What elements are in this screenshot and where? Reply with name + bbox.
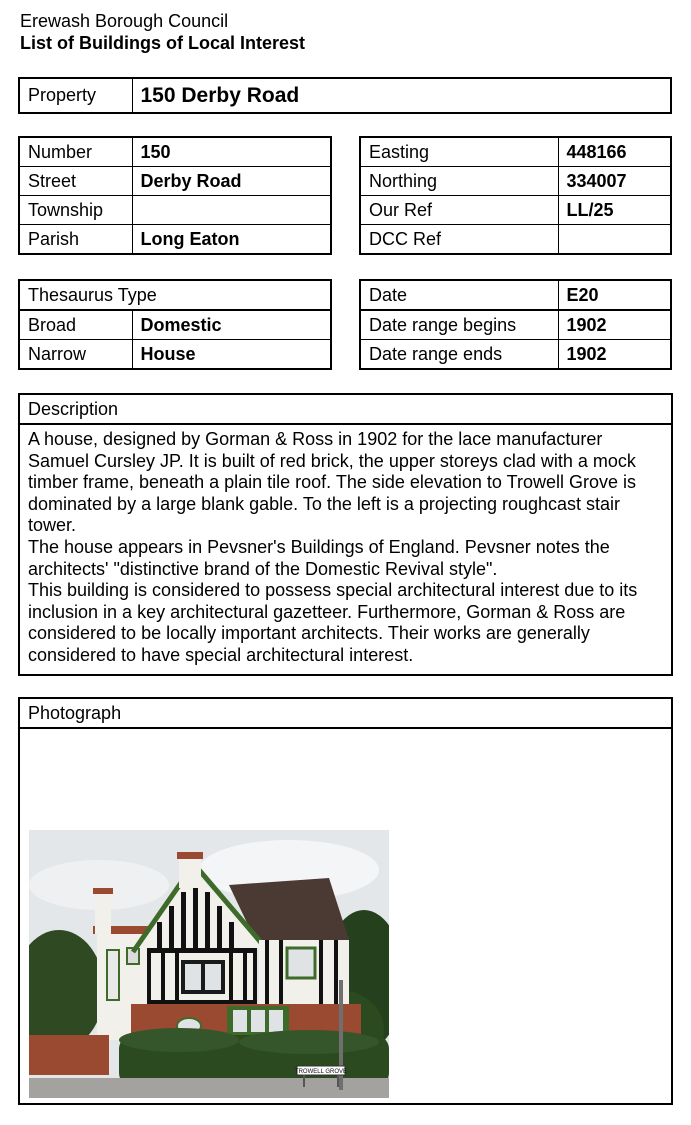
house-photo — [29, 830, 389, 1098]
date-range-begins-row — [360, 310, 671, 340]
reference-label: Northing — [360, 167, 558, 196]
reference-label: Easting — [360, 137, 558, 167]
reference-table — [359, 136, 672, 255]
date-range-ends-row — [360, 340, 671, 370]
location-label: Number — [19, 137, 132, 167]
location-row-number — [19, 137, 331, 167]
date-value: 1902 — [558, 310, 671, 340]
thesaurus-value: House — [132, 340, 331, 370]
property-table — [18, 77, 672, 114]
property-label: Property — [19, 78, 132, 113]
reference-value — [558, 225, 671, 255]
thesaurus-value: Domestic — [132, 310, 331, 340]
date-value: E20 — [558, 280, 671, 310]
reference-value: 448166 — [558, 137, 671, 167]
reference-label: DCC Ref — [360, 225, 558, 255]
date-row — [360, 280, 671, 310]
reference-row-dcc-ref — [360, 225, 671, 255]
property-row — [19, 78, 671, 113]
description-heading: Description — [20, 395, 671, 425]
photograph-panel — [18, 697, 673, 1105]
council-name: Erewash Borough Council — [20, 11, 229, 31]
reference-label: Our Ref — [360, 196, 558, 225]
location-value: Long Eaton — [132, 225, 331, 255]
property-value: 150 Derby Road — [132, 78, 671, 113]
location-row-street — [19, 167, 331, 196]
location-label: Township — [19, 196, 132, 225]
photograph-heading: Photograph — [20, 699, 671, 729]
reference-value: LL/25 — [558, 196, 671, 225]
reference-row-easting — [360, 137, 671, 167]
reference-row-northing — [360, 167, 671, 196]
date-label: Date — [360, 280, 558, 310]
location-label: Street — [19, 167, 132, 196]
description-paragraph: A house, designed by Gorman & Ross in 1902 for the lace manufacturer Samuel Cursley JP. It is built of red brick, the upper storeys clad with a mock timber frame, beneath a plain tile roof. The side elevation to Trowell Grove is dominated by a large blank gable. To the left is a projecting roughcast stair tower. — [28, 429, 636, 536]
list-title: List of Buildings of Local Interest — [20, 33, 306, 53]
location-value — [132, 196, 331, 225]
date-label: Date range begins — [360, 310, 558, 340]
description-body — [20, 425, 671, 667]
reference-value: 334007 — [558, 167, 671, 196]
location-row-township — [19, 196, 331, 225]
location-row-parish — [19, 225, 331, 255]
location-table — [18, 136, 332, 255]
date-label: Date range ends — [360, 340, 558, 370]
thesaurus-label: Broad — [19, 310, 132, 340]
location-value: 150 — [132, 137, 331, 167]
location-label: Parish — [19, 225, 132, 255]
description-panel — [18, 393, 673, 676]
thesaurus-label: Narrow — [19, 340, 132, 370]
date-value: 1902 — [558, 340, 671, 370]
reference-row-our-ref — [360, 196, 671, 225]
thesaurus-row-narrow — [19, 340, 331, 370]
date-table — [359, 279, 672, 370]
thesaurus-table — [18, 279, 332, 370]
location-value: Derby Road — [132, 167, 331, 196]
description-paragraph: This building is considered to possess special architectural interest due to its inclusion in a key architectural gazetteer. Furthermore, Gorman & Ross are considered to be locally important architects. Their works are generally considered to have special architectural interest. — [28, 580, 638, 665]
thesaurus-row-broad — [19, 310, 331, 340]
thesaurus-heading-row — [19, 280, 331, 310]
street-sign-text: TROWELL GROVE — [294, 1069, 348, 1075]
description-paragraph: The house appears in Pevsner's Buildings of England. Pevsner notes the architects' "distinctive brand of the Domestic Revival style". — [28, 536, 610, 579]
thesaurus-heading: Thesaurus Type — [19, 280, 331, 310]
